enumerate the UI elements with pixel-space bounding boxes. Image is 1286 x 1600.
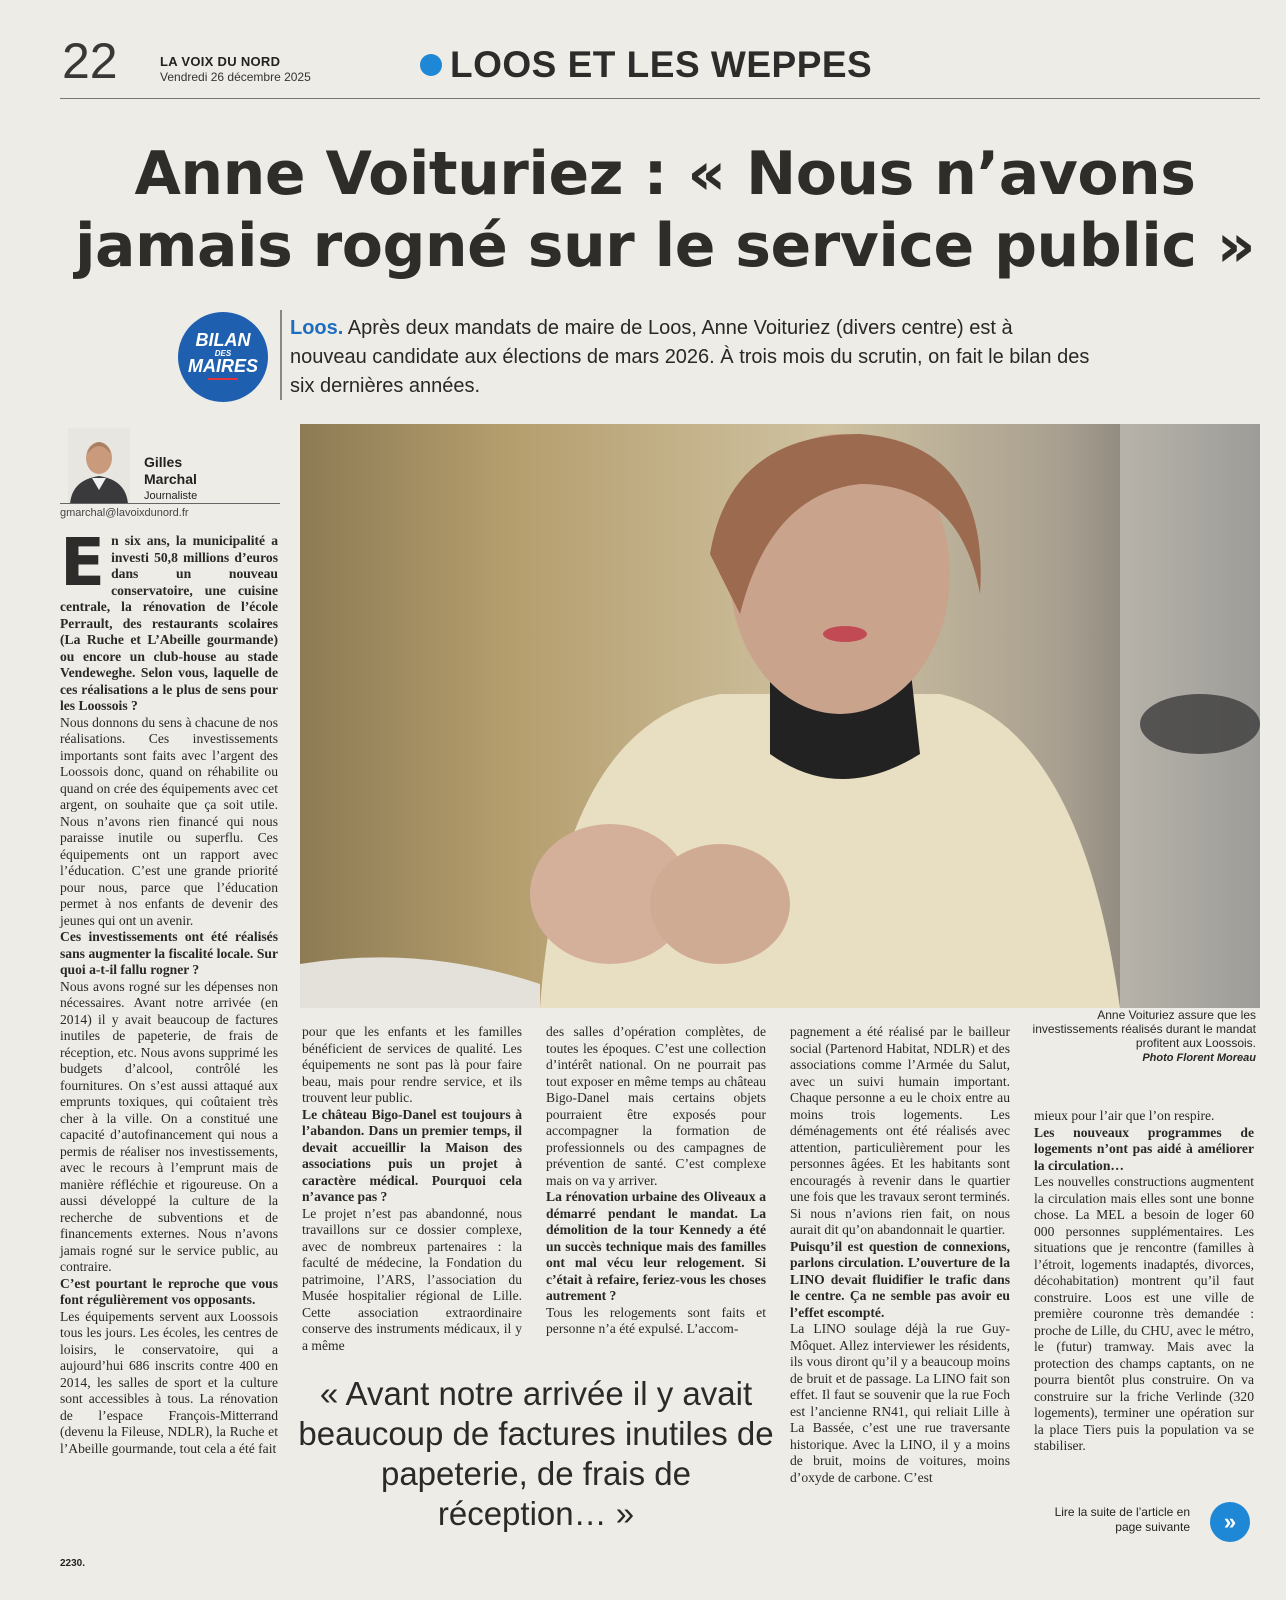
article-column-2 — [302, 1024, 522, 1354]
portrait-photo — [300, 424, 1260, 1008]
lead-place: Loos. — [290, 317, 344, 339]
headline-line-1: Anne Voituriez : « Nous n’avons — [134, 139, 1196, 209]
badge-middle: DES — [214, 349, 232, 358]
section-dot-icon — [420, 54, 442, 76]
article-column-4 — [790, 1024, 1010, 1486]
section-label: LOOS ET LES WEPPES — [450, 44, 873, 85]
interview-answer: des salles d’opération complètes, de toutes les époques. C’est une collection d’intérêt national. On ne pourrait pas tout exposer en même temps au château Bigo-Danel mais certains objets pourraient être exposés pour accompagner la formation de professionnels ou des campagnes de prévention de santé. C’est complexe mais on va y arriver. — [546, 1024, 766, 1188]
author-role: Journaliste — [144, 490, 198, 502]
lead-text: Après deux mandats de maire de Loos, Anne Voituriez (divers centre) est à nouveau candidate aux élections de mars 2026. À trois mois du scrutin, on fait le bilan des six dernières années. — [290, 317, 1090, 397]
drop-cap: E — [60, 524, 106, 601]
double-chevron-right-icon[interactable]: » — [1210, 1502, 1250, 1542]
interview-answer: mieux pour l’air que l’on respire. — [1034, 1108, 1215, 1123]
article-column-3 — [546, 1024, 766, 1338]
interview-question: n six ans, la municipalité a investi 50,8 millions d’euros dans un nouveau conservatoire, une cuisine centrale, la rénovation de l’école Perrault, des restaurants scolaires (La Ruche et L’Abeille gourmande) ou encore un club-house au stade Vendeweghe. Selon vous, laquelle de ces réalisations a le plus de sens pour les Loossois ? — [60, 533, 278, 713]
badge-underline — [208, 378, 238, 380]
headline-line-2: jamais rogné sur le service public » — [74, 211, 1256, 281]
article-column-1 — [60, 524, 278, 1457]
newspaper-brand: LA VOIX DU NORD — [160, 54, 281, 69]
author-name — [144, 454, 234, 488]
author-divider — [60, 503, 280, 504]
lead-paragraph — [290, 314, 1090, 401]
section-title — [420, 46, 872, 83]
badge-bottom: MAIRES — [187, 356, 258, 376]
author-avatar — [68, 428, 130, 504]
bilan-des-maires-badge — [178, 312, 268, 402]
author-last-name: Marchal — [144, 471, 197, 487]
article-column-5 — [1034, 1108, 1254, 1455]
headline — [60, 138, 1270, 282]
author-first-name: Gilles — [144, 454, 183, 470]
continuation-text: Lire la suite de l’article en page suivante — [1054, 1505, 1190, 1534]
interview-answer: Tous les relogements sont faits et personne n’a été expulsé. L’accom- — [546, 1304, 766, 1336]
interview-answer: Nous avons rogné sur les dépenses non nécessaires. Avant notre arrivée (en 2014) il y avait beaucoup de factures inutiles de papeterie, de frais de réception, etc. Nous avons supprimé les budgets d’alcool, contrôlé les fournitures. On s’est aussi attaqué aux emprunts toxiques, qui coûtaient très cher à la ville. On a constitué une capacité d’autofinancement qui nous a permis de réaliser nos investissements, avec le recours à l’emprunt mais de manière réfléchie et rigoureuse. On a aussi développé la culture de la recherche de subventions et de financements externes. Nous n’avons jamais rogné sur le service public, au contraire. — [60, 978, 278, 1274]
interview-question: Ces investissements ont été réalisés sans augmenter la fiscalité locale. Sur quoi a-t-il fallu rogner ? — [60, 929, 278, 977]
interview-answer: pour que les enfants et les familles bénéficient de services de qualité. Les équipements ne sont pas là pour faire beau, mais pour rendre service, et ils trouvent leur public. — [302, 1024, 522, 1105]
interview-question: Les nouveaux programmes de logements n’ont pas aidé à améliorer la circulation… — [1034, 1124, 1254, 1173]
interview-answer: pagnement a été réalisé par le bailleur social (Partenord Habitat, NDLR) et des associations comme l’Armée du Salut, avec un suivi humain important. Chaque personne a eu le choix entre au moins trois logements. Les déménagements ont été réalisés avec attention, particulièrement pour les personnes âgées. Et les habitants sont encouragés à revenir dans le quartier une fois que les travaux seront terminés. Si nous n’avions rien fait, on nous aurait dit qu’on abandonnait le quartier. — [790, 1024, 1010, 1237]
badge-top: BILAN — [195, 330, 251, 350]
page-code: 2230. — [60, 1558, 86, 1569]
interview-answer: Les équipements servent aux Loossois tous les jours. Les écoles, les centres de loisirs, le conservatoire, qui a aujourd’hui 686 inscrits contre 400 en 2014, les salles de sport et la culture sont accessibles à tous. La rénovation de l’espace François-Mitterrand (devenu la Fileuse, NDLR), la Ruche et l’Abeille gourmande, tout cela a été fait — [60, 1308, 278, 1456]
photo-credit: Photo Florent Moreau — [1142, 1052, 1256, 1064]
caption-text: Anne Voituriez assure que les investissements réalisés durant le mandat profitent aux Loossois. — [1032, 1008, 1256, 1050]
lead-divider — [280, 310, 282, 400]
interview-answer: Les nouvelles constructions augmentent la circulation mais elles sont une bonne chose. La MEL a besoin de loger 60 000 personnes supplémentaires. Les situations que je rencontre (familles à l’étroit, logements inadaptés, divorces, décohabitation) montrent qu’il faut construire. Loos est une ville de première couronne très demandée : proche de Lille, du CHU, avec le métro, le (futur) tramway. Mais avec la protection des champs captants, on ne pourra bientôt plus construire. On va construire sur la friche Verlinde (320 logements), terminer une opération sur la place Tiers puis la population va se stabiliser. — [1034, 1174, 1254, 1453]
interview-answer: Le projet n’est pas abandonné, nous travaillons sur ce dossier complexe, avec de nombreux partenaires : la faculté de médecine, la Fondation du patrimoine, l’ARS, l’association du Musée hospitalier régional de Lille. Cette association extraordinaire conserve des instruments médicaux, il y a même — [302, 1205, 522, 1353]
issue-date: Vendredi 26 décembre 2025 — [160, 70, 311, 84]
author-email: gmarchal@lavoixdunord.fr — [60, 507, 189, 519]
pull-quote: « Avant notre arrivée il y avait beaucoup de factures inutiles de papeterie, de frais de réception… » — [298, 1375, 774, 1532]
interview-question: Puisqu’il est question de connexions, parlons circulation. L’ouverture de la LINO devait fluidifier le trafic dans le centre. Ça ne semble pas avoir eu l’effet escompté. — [790, 1238, 1010, 1320]
interview-question: Le château Bigo-Danel est toujours à l’abandon. Dans un premier temps, il devait accueillir la Maison des associations puis un projet à caractère médical. Pourquoi cela n’avance pas ? — [302, 1106, 522, 1204]
interview-answer: Nous donnons du sens à chacune de nos réalisations. Ces investissements importants sont faits avec l’argent des Loossois donc, quand on réhabilite ou quand on crée des équipements avec cet argent, on souhaite que ça soit utile. Nous n’avons rien financé qui nous paraisse inutile ou superflu. Ces équipements ont un rapport avec l’éducation. C’est une grande priorité pour nous, parce que l’éducation permet à nos enfants de devenir des jeunes qui ont un avenir. — [60, 714, 278, 928]
photo-caption — [1030, 1008, 1256, 1065]
interview-question: La rénovation urbaine des Oliveaux a démarré pendant le mandat. La démolition de la tour Kennedy a été un succès technique mais des familles ont mal vécu leur relogement. Si c’était à refaire, feriez-vous les choses autrement ? — [546, 1189, 766, 1303]
interview-question: C’est pourtant le reproche que vous font régulièrement vos opposants. — [60, 1275, 278, 1307]
page-number: 22 — [62, 33, 118, 89]
interview-answer: La LINO soulage déjà la rue Guy-Môquet. Allez interviewer les résidents, ils vous diront qu’il y a beaucoup moins de bruit et de passage. La LINO fait son effet. Il faut se souvenir que la rue Foch est l’ancienne RN41, qui reliait Lille à La Bassée, c’est une rue traversante historique. Avec la LINO, il y a moins de bruit, moins de voitures, moins d’oxyde de carbone. C’est — [790, 1321, 1010, 1485]
header-divider — [60, 98, 1260, 99]
